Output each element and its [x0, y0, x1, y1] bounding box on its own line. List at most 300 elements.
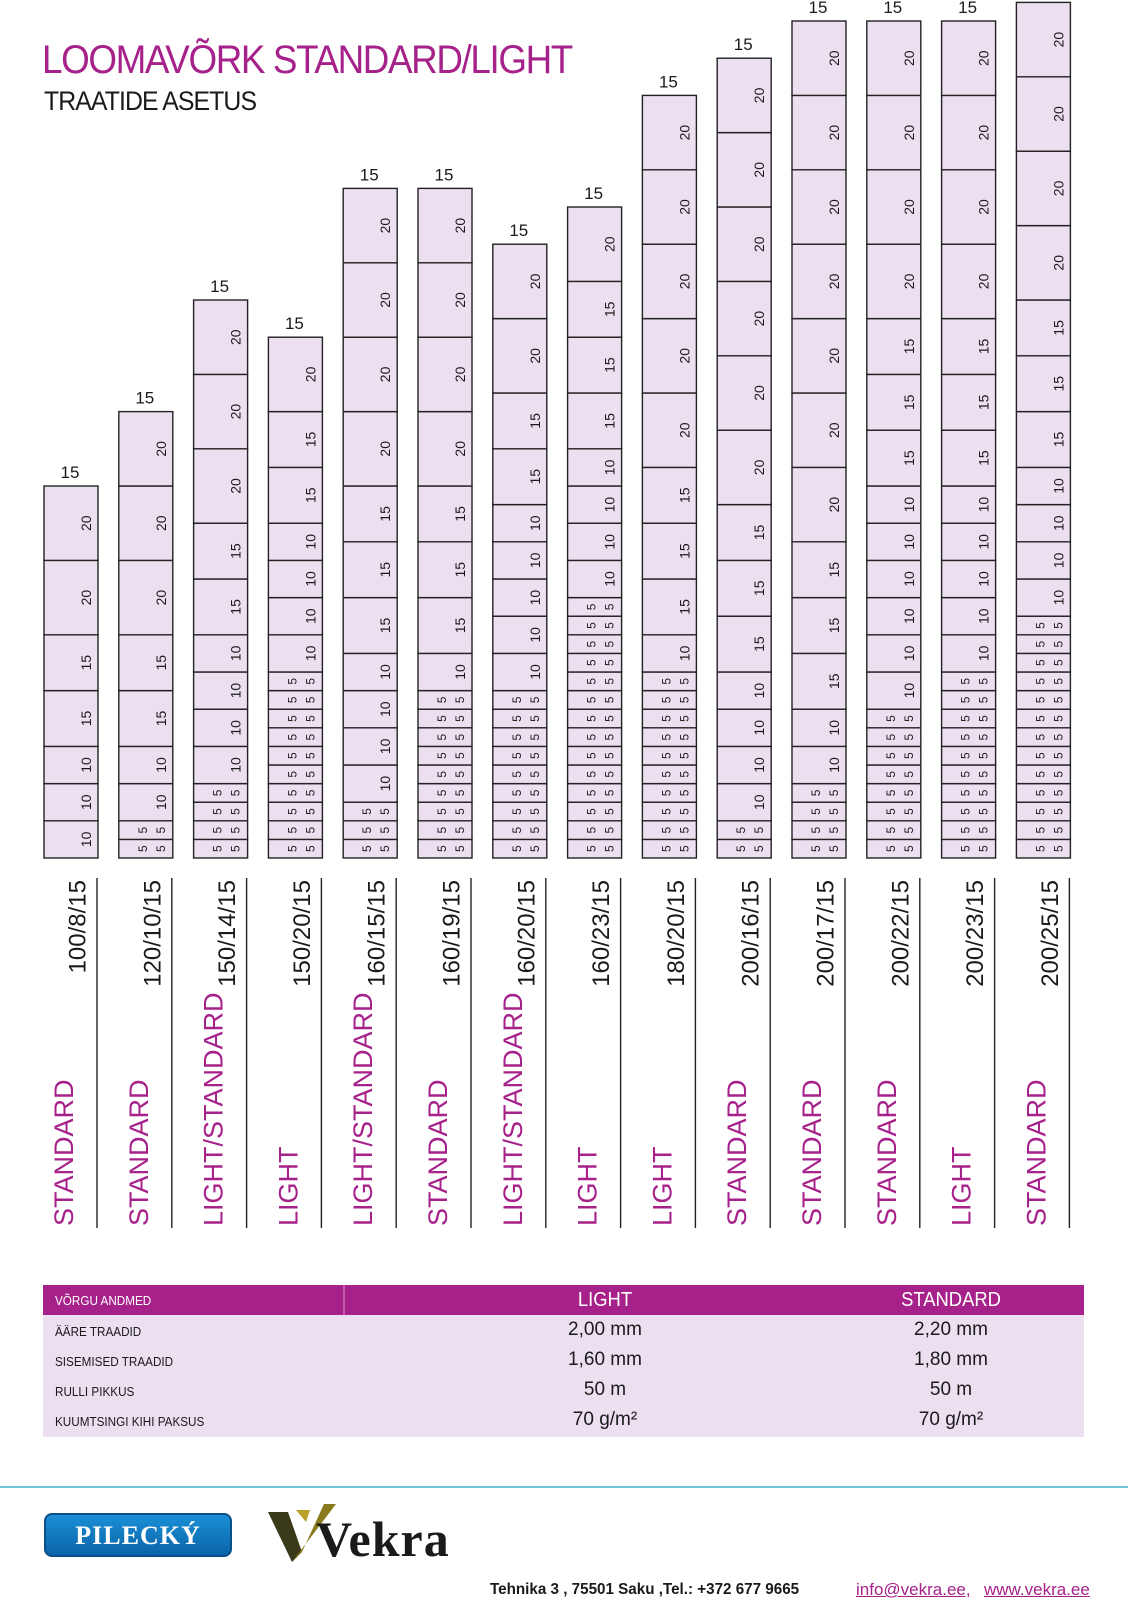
wire-spacing-label: 5: [677, 677, 692, 685]
wire-spacing-label: 10: [377, 775, 394, 792]
wire-spacing-label: 5: [1051, 808, 1066, 815]
footer-email-link[interactable]: info@vekra.ee,: [856, 1580, 971, 1599]
wire-spacing-label: 10: [826, 757, 842, 773]
wire-spacing-label: 5: [976, 696, 991, 704]
wire-spacing-label: 5: [453, 733, 467, 741]
wire-spacing-label: 5: [958, 808, 973, 815]
wire-spacing-label: 5: [901, 789, 916, 797]
wire-spacing-label: 5: [958, 677, 973, 685]
wire-spacing-label: 15: [1050, 375, 1067, 392]
wire-spacing-label: 5: [602, 733, 617, 741]
wire-spacing-label: 5: [435, 826, 449, 834]
wire-spacing-label: 5: [435, 752, 449, 760]
wire-spacing-label: 10: [601, 571, 618, 587]
wire-spacing-label: 10: [227, 720, 244, 736]
wire-spacing-label: 5: [602, 677, 617, 685]
column-top-label: 15: [958, 0, 978, 17]
wire-spacing-label: 10: [377, 701, 394, 717]
wire-spacing-label: 5: [527, 845, 542, 853]
wire-spacing-label: 20: [676, 199, 693, 215]
wire-spacing-label: 5: [659, 789, 674, 797]
wire-spacing-label: 5: [809, 789, 823, 797]
wire-spacing-label: 5: [677, 789, 692, 797]
wire-spacing-label: 15: [377, 617, 394, 634]
column-top-label: 15: [658, 72, 678, 92]
specs-header-light: LIGHT: [577, 1289, 633, 1311]
column-product-type: LIGHT/STANDARD: [348, 992, 379, 1226]
specs-header-divider: [343, 1285, 345, 1315]
column-product-code: 180/20/15: [662, 880, 690, 987]
wire-spacing-label: 15: [1050, 320, 1067, 336]
wire-spacing-label: 10: [302, 645, 319, 662]
wire-spacing-label: 5: [659, 696, 674, 704]
wire-spacing-label: 20: [900, 273, 917, 290]
wire-spacing-label: 5: [1051, 622, 1066, 629]
wire-spacing-label: 5: [677, 696, 692, 704]
wire-spacing-label: 5: [453, 696, 467, 704]
wire-spacing-label: 10: [900, 571, 917, 587]
wire-spacing-label: 5: [1051, 640, 1066, 648]
wire-spacing-label: 5: [976, 677, 991, 685]
wire-spacing-label: 5: [303, 752, 318, 760]
wire-spacing-label: 5: [584, 622, 599, 629]
wire-spacing-label: 5: [602, 752, 617, 760]
wire-spacing-label: 5: [527, 696, 542, 704]
wire-spacing-label: 10: [975, 571, 992, 587]
wire-spacing-label: 5: [285, 733, 300, 741]
wire-spacing-label: 5: [1051, 715, 1066, 722]
wire-spacing-label: 15: [900, 394, 917, 411]
specs-row: [43, 1375, 1084, 1405]
specs-row-label: ÄÄRE TRAADID: [55, 1324, 142, 1339]
column-product-code: 160/20/15: [513, 880, 541, 987]
column-product-code: 160/23/15: [588, 880, 616, 987]
wire-spacing-label: 5: [210, 845, 225, 853]
wire-spacing-label: 15: [900, 450, 917, 466]
wire-spacing-label: 10: [601, 459, 618, 476]
wire-spacing-label: 5: [509, 789, 524, 797]
wire-spacing-label: 20: [152, 515, 169, 531]
wire-spacing-label: 20: [452, 441, 468, 457]
column-product-type: STANDARD: [423, 1079, 453, 1226]
wire-spacing-label: 10: [601, 496, 618, 513]
wire-spacing-label: 20: [676, 422, 693, 438]
wire-spacing-label: 5: [958, 845, 973, 853]
wire-spacing-label: 15: [676, 599, 693, 615]
wire-spacing-label: 5: [1033, 752, 1048, 760]
wire-spacing-label: 20: [751, 459, 768, 476]
wire-spacing-label: 5: [453, 826, 467, 834]
wire-spacing-label: 15: [302, 487, 319, 504]
wire-spacing-label: 20: [900, 199, 917, 215]
wire-spacing-label: 15: [152, 654, 169, 671]
wire-spacing-label: 10: [900, 534, 917, 550]
wire-spacing-label: 5: [677, 715, 692, 722]
wire-spacing-label: 5: [285, 808, 300, 815]
column-product-type: STANDARD: [1021, 1079, 1052, 1226]
wire-spacing-label: 5: [153, 826, 168, 834]
wire-spacing-label: 5: [1033, 640, 1048, 648]
wire-spacing-label: 20: [377, 292, 394, 308]
wire-spacing-label: 15: [526, 413, 543, 429]
wire-spacing-label: 5: [1033, 808, 1048, 815]
wire-spacing-label: 5: [527, 715, 542, 722]
wire-spacing-label: 5: [527, 826, 542, 834]
specs-row-light: 1,60 mm: [568, 1349, 642, 1370]
wire-spacing-label: 5: [976, 808, 991, 815]
wire-spacing-label: 5: [303, 677, 318, 685]
wire-spacing-label: 5: [677, 770, 692, 778]
wire-spacing-label: 10: [227, 645, 244, 662]
specs-row-standard: 2,20 mm: [914, 1319, 988, 1340]
wire-spacing-label: 20: [826, 50, 842, 66]
wire-spacing-label: 15: [826, 561, 842, 578]
column-product-code: 200/17/15: [812, 880, 840, 987]
wire-spacing-label: 10: [975, 534, 992, 550]
wire-spacing-label: 5: [1051, 789, 1066, 797]
column-top-label: 15: [359, 165, 379, 185]
wire-spacing-label: 20: [1050, 31, 1067, 48]
column-product-type: LIGHT/STANDARD: [198, 992, 229, 1226]
wire-spacing-label: 5: [584, 696, 599, 704]
wire-spacing-label: 20: [377, 441, 394, 457]
wire-spacing-label: 5: [602, 770, 617, 778]
specs-row: [43, 1345, 1084, 1375]
wire-spacing-label: 5: [1033, 659, 1048, 667]
wire-spacing-label: 5: [509, 715, 524, 722]
specs-row-standard: 50 m: [929, 1379, 973, 1400]
wire-spacing-label: 15: [826, 617, 842, 634]
wire-spacing-label: 15: [227, 543, 244, 559]
wire-spacing-label: 5: [453, 789, 467, 797]
wire-spacing-label: 5: [602, 640, 617, 648]
wire-spacing-label: 5: [602, 622, 617, 629]
wire-spacing-label: 5: [958, 826, 973, 834]
column-product-type: LIGHT: [572, 1146, 603, 1226]
wire-spacing-label: 15: [751, 580, 768, 597]
specs-row-standard: 1,80 mm: [914, 1349, 988, 1370]
wire-spacing-label: 5: [901, 715, 916, 722]
wire-spacing-label: 10: [302, 534, 319, 550]
wire-spacing-label: 5: [901, 826, 916, 834]
wire-spacing-label: 5: [1033, 622, 1048, 629]
wire-spacing-label: 5: [1033, 770, 1048, 778]
wire-spacing-label: 5: [901, 752, 916, 760]
wire-spacing-label: 5: [602, 845, 617, 853]
wire-spacing-label: 5: [584, 752, 599, 760]
pilecky-logo: [44, 1513, 232, 1557]
wire-spacing-label: 10: [900, 608, 917, 624]
wire-spacing-label: 15: [601, 301, 618, 318]
wire-spacing-label: 5: [958, 789, 973, 797]
wire-spacing-label: 5: [677, 826, 692, 834]
wire-spacing-label: 5: [602, 659, 617, 667]
wire-spacing-label: 20: [751, 385, 768, 401]
wire-spacing-label: 20: [227, 478, 244, 494]
wire-spacing-label: 10: [900, 496, 917, 513]
wire-spacing-label: 20: [676, 273, 693, 290]
wire-spacing-label: 5: [901, 845, 916, 853]
wire-spacing-label: 5: [602, 715, 617, 722]
wire-spacing-label: 5: [677, 733, 692, 741]
wire-spacing-label: 5: [602, 696, 617, 704]
wire-spacing-label: 5: [435, 789, 449, 797]
specs-table: [43, 1285, 1084, 1437]
wire-spacing-label: 10: [452, 664, 468, 680]
wire-spacing-label: 15: [1050, 431, 1067, 448]
column-top-label: 15: [808, 0, 828, 17]
wire-spacing-label: 20: [751, 87, 768, 104]
column-top-label: 15: [60, 463, 80, 482]
column-product-type: LIGHT: [647, 1146, 678, 1226]
wire-spacing-label: 15: [676, 487, 693, 504]
wire-spacing-label: 5: [285, 770, 300, 778]
wire-spacing-label: 15: [975, 394, 992, 411]
wire-spacing-label: 10: [1050, 552, 1067, 569]
wire-spacing-label: 15: [975, 450, 992, 466]
wire-spacing-label: 5: [677, 808, 692, 815]
wire-spacing-label: 20: [452, 217, 468, 234]
wire-spacing-label: 5: [883, 770, 898, 778]
wire-spacing-label: 20: [377, 366, 394, 383]
column-product-code: 160/19/15: [438, 880, 466, 987]
specs-row-light: 2,00 mm: [568, 1319, 642, 1340]
wire-spacing-label: 5: [677, 752, 692, 760]
wire-spacing-label: 5: [752, 826, 767, 834]
wire-spacing-label: 5: [303, 733, 318, 741]
wire-spacing-label: 20: [78, 589, 94, 606]
wire-spacing-label: 5: [1033, 715, 1048, 722]
wire-spacing-label: 5: [827, 808, 841, 815]
wire-spacing-label: 20: [975, 124, 992, 141]
wire-spacing-label: 5: [435, 845, 449, 853]
wire-spacing-label: 5: [435, 715, 449, 722]
wire-spacing-label: 5: [584, 845, 599, 853]
wire-spacing-label: 20: [826, 422, 842, 438]
wire-spacing-label: 5: [976, 789, 991, 797]
specs-row-label: RULLI PIKKUS: [55, 1384, 135, 1399]
wire-spacing-label: 20: [826, 496, 842, 513]
wire-spacing-label: 5: [602, 826, 617, 834]
column-product-code: 200/16/15: [737, 880, 765, 987]
column-product-type: STANDARD: [49, 1079, 79, 1226]
wire-spacing-label: 5: [509, 770, 524, 778]
wire-spacing-label: 5: [883, 789, 898, 797]
wire-spacing-label: 5: [135, 845, 150, 853]
wire-spacing-label: 10: [751, 757, 768, 773]
wire-spacing-label: 5: [958, 733, 973, 741]
column-product-code: 120/10/15: [139, 880, 167, 987]
wire-spacing-label: 15: [601, 413, 618, 429]
wire-spacing-label: 5: [1033, 696, 1048, 704]
wire-spacing-label: 5: [228, 826, 243, 834]
column-product-type: LIGHT: [946, 1146, 977, 1226]
wire-spacing-label: 10: [302, 571, 319, 587]
wire-spacing-label: 5: [378, 845, 393, 853]
wire-spacing-label: 20: [975, 199, 992, 215]
wire-spacing-label: 15: [377, 506, 394, 522]
wire-spacing-label: 5: [584, 789, 599, 797]
wire-spacing-label: 5: [360, 808, 375, 815]
wire-spacing-label: 20: [452, 292, 468, 308]
wire-spacing-label: 5: [509, 826, 524, 834]
wire-spacing-label: 15: [452, 617, 468, 634]
wire-spacing-label: 5: [228, 845, 243, 853]
wire-spacing-label: 20: [826, 124, 842, 141]
wire-spacing-label: 10: [751, 682, 768, 699]
wire-spacing-label: 5: [527, 752, 542, 760]
wire-spacing-label: 5: [958, 770, 973, 778]
wire-spacing-label: 10: [751, 794, 768, 810]
specs-row-label: KUUMTSINGI KIHI PAKSUS: [55, 1414, 205, 1429]
column-top-label: 15: [135, 388, 155, 408]
wire-spacing-label: 5: [883, 715, 898, 722]
wire-spacing-label: 5: [1051, 659, 1066, 667]
wire-spacing-label: 5: [509, 696, 524, 704]
column-top-label: 15: [733, 35, 753, 55]
wire-spacing-label: 5: [958, 715, 973, 722]
wire-spacing-label: 10: [900, 682, 917, 699]
wire-spacing-label: 5: [435, 808, 449, 815]
wire-spacing-label: 5: [435, 770, 449, 778]
column-product-code: 100/8/15: [64, 880, 92, 974]
wire-spacing-label: 20: [1050, 106, 1067, 122]
wire-spacing-label: 5: [883, 808, 898, 815]
wire-spacing-label: 5: [958, 752, 973, 760]
wire-spacing-label: 5: [285, 789, 300, 797]
footer-divider: [0, 1486, 1128, 1488]
footer-address: Tehnika 3 , 75501 Saku ,Tel.: +372 677 9665: [490, 1581, 800, 1598]
wire-spacing-label: 5: [976, 770, 991, 778]
wire-spacing-label: 10: [1050, 515, 1067, 531]
column-product-type: LIGHT: [273, 1146, 304, 1226]
wire-spacing-label: 5: [584, 677, 599, 685]
footer-website-link[interactable]: www.vekra.ee: [984, 1580, 1090, 1599]
column-top-label: 15: [284, 314, 304, 334]
wire-spacing-label: 20: [78, 515, 94, 531]
wire-spacing-label: 5: [584, 603, 599, 611]
wire-spacing-label: 5: [809, 826, 823, 834]
wire-spacing-label: 5: [659, 770, 674, 778]
wire-spacing-label: 5: [285, 752, 300, 760]
column-product-code: 200/25/15: [1036, 880, 1064, 987]
column-product-type: STANDARD: [123, 1079, 154, 1226]
column-product-type: LIGHT/STANDARD: [497, 992, 528, 1226]
wire-spacing-label: 5: [527, 770, 542, 778]
specs-row: [43, 1315, 1084, 1345]
wire-spacing-label: 5: [453, 770, 467, 778]
wire-spacing-label: 5: [453, 845, 467, 853]
wire-spacing-label: 5: [584, 640, 599, 648]
wire-spacing-label: 5: [303, 789, 318, 797]
wire-spacing-label: 5: [976, 715, 991, 722]
wire-spacing-label: 10: [975, 608, 992, 624]
wire-spacing-label: 5: [1051, 677, 1066, 685]
wire-spacing-label: 15: [302, 431, 319, 448]
wire-spacing-label: 5: [285, 696, 300, 704]
specs-row-label: SISEMISED TRAADID: [55, 1354, 174, 1369]
wire-spacing-label: 5: [883, 845, 898, 853]
wire-spacing-label: 20: [452, 366, 468, 383]
wire-spacing-label: 5: [527, 789, 542, 797]
wire-spacing-label: 20: [676, 348, 693, 364]
wire-spacing-label: 5: [1033, 733, 1048, 741]
wire-spacing-label: 15: [751, 636, 768, 652]
column-product-type: STANDARD: [797, 1079, 827, 1226]
wire-spacing-label: 5: [1051, 826, 1066, 834]
wire-spacing-label: 5: [901, 770, 916, 778]
wire-spacing-label: 5: [453, 752, 467, 760]
wire-spacing-label: 10: [526, 515, 543, 531]
wire-spacing-label: 10: [227, 682, 244, 699]
wire-spacing-label: 10: [78, 757, 94, 773]
wire-spacing-label: 10: [975, 645, 992, 662]
wire-spacing-label: 20: [227, 403, 244, 420]
wire-spacing-label: 15: [826, 673, 842, 690]
wire-spacing-label: 20: [302, 366, 319, 383]
column-top-label: 15: [509, 221, 529, 241]
column-product-code: 150/20/15: [288, 880, 316, 987]
specs-row-standard: 70 g/m²: [918, 1409, 984, 1430]
wire-spacing-label: 5: [509, 845, 524, 853]
column-product-code: 200/23/15: [962, 880, 990, 987]
wire-spacing-label: 5: [584, 659, 599, 667]
wire-spacing-label: 20: [526, 273, 543, 290]
vekra-logo-text: Vekra: [316, 1511, 450, 1567]
wire-spacing-label: 5: [809, 845, 823, 853]
wire-spacing-label: 5: [659, 845, 674, 853]
page-title: LOOMAVÕRK STANDARD/LIGHT: [42, 38, 572, 82]
wire-spacing-label: 5: [584, 808, 599, 815]
wire-spacing-label: 5: [883, 752, 898, 760]
wire-spacing-label: 5: [435, 696, 449, 704]
wire-spacing-label: 10: [526, 589, 543, 606]
wire-spacing-label: 5: [584, 715, 599, 722]
wire-spacing-label: 5: [734, 845, 749, 853]
wire-spacing-label: 10: [152, 757, 169, 773]
wire-spacing-label: 5: [659, 715, 674, 722]
wire-spacing-label: 5: [1033, 826, 1048, 834]
wire-spacing-label: 5: [285, 677, 300, 685]
wire-spacing-label: 5: [1033, 677, 1048, 685]
specs-row-light: 50 m: [583, 1379, 627, 1400]
wire-spacing-label: 5: [303, 696, 318, 704]
wire-spacing-label: 20: [751, 162, 768, 178]
wire-spacing-label: 5: [509, 752, 524, 760]
wire-spacing-label: 15: [751, 524, 768, 541]
wire-spacing-label: 20: [152, 589, 169, 606]
wire-spacing-label: 5: [883, 826, 898, 834]
wire-spacing-label: 15: [526, 468, 543, 485]
wire-spacing-label: 5: [659, 677, 674, 685]
pilecky-logo-text: PILECKÝ: [75, 1521, 201, 1550]
wire-spacing-label: 10: [975, 496, 992, 513]
wire-spacing-label: 20: [751, 236, 768, 252]
wire-spacing-label: 5: [453, 715, 467, 722]
specs-header-label: VÕRGU ANDMED: [55, 1293, 152, 1308]
wire-spacing-label: 10: [900, 645, 917, 662]
wire-spacing-label: 10: [1050, 478, 1067, 494]
wire-spacing-label: 20: [676, 124, 693, 141]
wire-spacing-label: 5: [901, 733, 916, 741]
wire-spacing-label: 20: [975, 50, 992, 66]
wire-spacing-label: 5: [602, 808, 617, 815]
wire-spacing-label: 5: [1033, 845, 1048, 853]
wire-spacing-label: 20: [227, 329, 244, 345]
wire-spacing-label: 5: [584, 826, 599, 834]
column-product-code: 160/15/15: [363, 880, 391, 987]
wire-spacing-label: 5: [210, 808, 225, 815]
